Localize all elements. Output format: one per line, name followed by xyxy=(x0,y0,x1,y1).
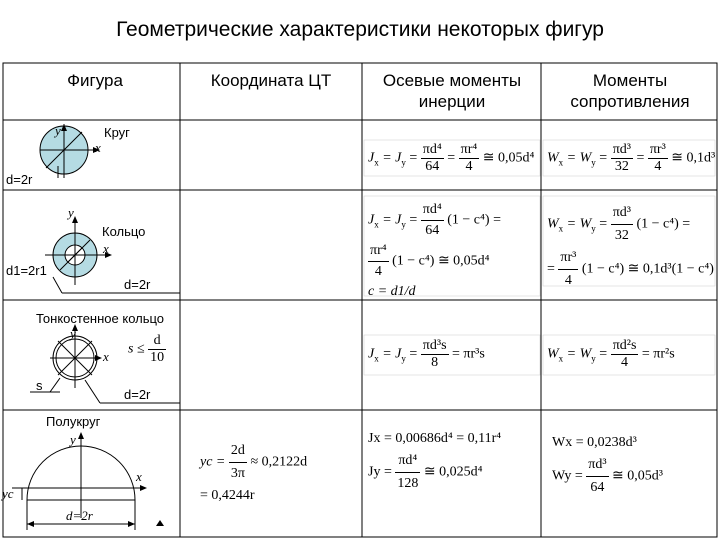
circle-dim: d=2r xyxy=(6,172,33,187)
circle-name: Круг xyxy=(104,125,130,140)
semicircle-cg-formula: yc = $\frac{2d}{3\pi}$ ≈ 0,2122d = 0,4244r xyxy=(200,440,307,507)
semicircle-y-axis-label: y xyxy=(70,432,76,447)
ring-x-axis-label: x xyxy=(103,241,109,256)
ring-inertia-formula: $J_x = J_y$ = $\frac{\text{πd⁴}}{64}$ (1 − c⁴) = $\frac{\text{πr⁴}}{4}$ (1 − c⁴) ≅ 0,05d⁴ c = d1/d xyxy=(368,202,501,299)
thin-ring-x-axis-label: x xyxy=(103,349,109,364)
header-cg: Координата ЦТ xyxy=(210,71,332,90)
page-title: Геометрические характеристики некоторых фигур xyxy=(116,18,604,41)
thin-ring-y-axis-label: y xyxy=(70,326,76,341)
thin-ring-dim: d=2r xyxy=(124,387,151,402)
thin-ring-resistance-formula: $W_x = W_y$ = $\frac{\text{πd²s}}{4}$ = πr²s xyxy=(547,338,675,370)
semicircle-x-axis-label: x xyxy=(136,469,142,484)
ring-dim-outer: d=2r xyxy=(124,277,151,292)
ring-dim-inner: d1=2r1 xyxy=(6,263,47,278)
header-figure: Фигура xyxy=(67,71,123,90)
thin-ring-inertia-formula: $J_x = J_y$ = $\frac{\text{πd³s}}{8}$ = πr³s xyxy=(368,338,485,370)
circle-x-axis-label: x xyxy=(95,140,101,155)
semicircle-yc-label: yc xyxy=(2,486,14,501)
semicircle-name: Полукруг xyxy=(46,414,101,429)
header-inertia: Осевые моменты инерции xyxy=(382,71,522,111)
thin-ring-s-label: s xyxy=(36,378,43,393)
thin-ring-condition: s ≤ $\frac{d}{10}$ xyxy=(128,333,165,365)
ring-y-axis-label: y xyxy=(68,205,74,220)
ring-name: Кольцо xyxy=(102,224,146,239)
semicircle-resistance-formula: Wx = 0,0238d³ Wy = $\frac{\text{πd³}}{64}$ ≅ 0,05d³ xyxy=(552,435,663,495)
circle-inertia-formula: $J_x = J_y$ = $\frac{\text{πd⁴}}{64}$ = $\frac{\text{πr⁴}}{4}$ ≅ 0,05d⁴ xyxy=(368,142,535,174)
header-resistance: Моменты сопротивления xyxy=(570,71,690,111)
circle-y-axis-label: y xyxy=(55,123,61,138)
thin-ring-name: Тонкостенное кольцо xyxy=(36,311,165,326)
semicircle-inertia-formula: Jx = 0,00686d⁴ = 0,11r⁴ Jy = $\frac{\text{πd⁴}}{128}$ ≅ 0,025d⁴ xyxy=(368,431,502,491)
circle-resistance-formula: $W_x = W_y$ = $\frac{\text{πd³}}{32}$ = $\frac{\text{πr³}}{4}$ ≅ 0,1d³ xyxy=(547,142,716,174)
ring-resistance-formula: $W_x = W_y$ = $\frac{\text{πd³}}{32}$ (1 − c⁴) = = $\frac{\text{πr³}}{4}$ (1 − c⁴) ≅ 0,1d³(1 − c⁴) xyxy=(547,202,714,292)
semicircle-dim: d=2r xyxy=(66,508,93,523)
